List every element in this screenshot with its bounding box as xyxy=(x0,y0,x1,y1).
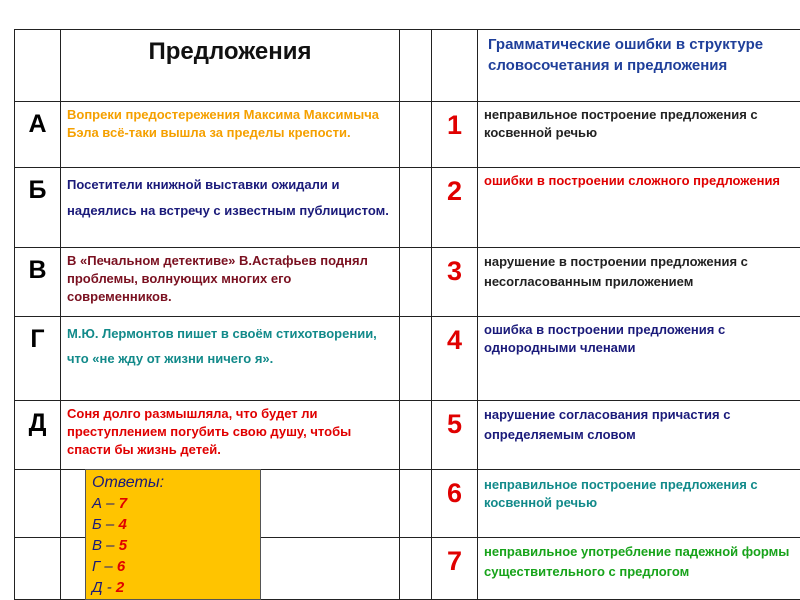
sentence-text: В «Печальном детективе» В.Астафьев поднял проблемы, волнующих многих его современников. xyxy=(61,248,400,317)
error-text: нарушение согласования причастия с определяемым словом xyxy=(478,401,800,470)
table-row xyxy=(15,317,800,401)
row-letter: Г xyxy=(15,317,61,401)
answer-item xyxy=(92,493,260,514)
spacer-cell xyxy=(400,401,432,470)
answer-letter: В – xyxy=(92,537,115,554)
answer-letter: А – xyxy=(92,495,115,512)
error-text: неправильное построение предложения с косвенной речью xyxy=(478,470,800,538)
spacer-cell xyxy=(400,248,432,317)
error-text: неправильное построение предложения с косвенной речью xyxy=(478,102,800,168)
answer-letter: Б – xyxy=(92,516,115,533)
error-number: 7 xyxy=(432,538,478,600)
spacer-cell xyxy=(400,538,432,600)
row-letter: А xyxy=(15,102,61,168)
answer-letter: Г – xyxy=(92,558,113,575)
header-spacer-cell xyxy=(400,30,432,102)
error-number: 5 xyxy=(432,401,478,470)
answer-item xyxy=(92,514,260,535)
table-row xyxy=(15,401,800,470)
error-number: 3 xyxy=(432,248,478,317)
error-text: ошибки в построении сложного предложения xyxy=(478,168,800,248)
error-text: неправильное употребление падежной формы существительного с предлогом xyxy=(478,538,800,600)
answer-item xyxy=(92,556,260,577)
error-text: нарушение в построении предложения с несогласованным приложением xyxy=(478,248,800,317)
sentences-header: Предложения xyxy=(61,30,400,102)
row-letter: Б xyxy=(15,168,61,248)
answer-letter: Д - xyxy=(92,579,112,596)
sentence-text: Вопреки предостережения Максима Максимыча Бэла всё-таки вышла за пределы крепости. xyxy=(61,102,400,168)
table-row xyxy=(15,102,800,168)
sentence-text: Посетители книжной выставки ожидали и надеялись на встречу с известным публицистом. xyxy=(61,168,400,248)
row-letter xyxy=(15,538,61,600)
answer-value: 7 xyxy=(118,495,128,512)
sentence-text: М.Ю. Лермонтов пишет в своём стихотворении, что «не жду от жизни ничего я». xyxy=(61,317,400,401)
spacer-cell xyxy=(400,470,432,538)
answer-value: 5 xyxy=(118,537,128,554)
answers-title: Ответы: xyxy=(92,474,165,491)
row-letter: Д xyxy=(15,401,61,470)
error-number: 1 xyxy=(432,102,478,168)
answer-value: 6 xyxy=(116,558,126,575)
answers-box xyxy=(85,469,261,600)
answer-value: 2 xyxy=(115,579,125,596)
row-letter: В xyxy=(15,248,61,317)
table-row xyxy=(15,248,800,317)
errors-header: Грамматические ошибки в структуре словосочетания и предложения xyxy=(478,30,800,102)
spacer-cell xyxy=(400,317,432,401)
header-blank-number-cell xyxy=(432,30,478,102)
row-letter xyxy=(15,470,61,538)
table-row xyxy=(15,168,800,248)
answer-item xyxy=(92,577,260,598)
header-blank-cell xyxy=(15,30,61,102)
table-header-row xyxy=(15,30,800,102)
error-text: ошибка в построении предложения с однородными членами xyxy=(478,317,800,401)
answer-value: 4 xyxy=(118,516,127,533)
error-number: 4 xyxy=(432,317,478,401)
error-number: 2 xyxy=(432,168,478,248)
spacer-cell xyxy=(400,168,432,248)
sentence-text: Соня долго размышляла, что будет ли преступлением погубить свою душу, чтобы спасти бы жизнь детей. xyxy=(61,401,400,470)
answer-item xyxy=(92,535,260,556)
error-number: 6 xyxy=(432,470,478,538)
spacer-cell xyxy=(400,102,432,168)
